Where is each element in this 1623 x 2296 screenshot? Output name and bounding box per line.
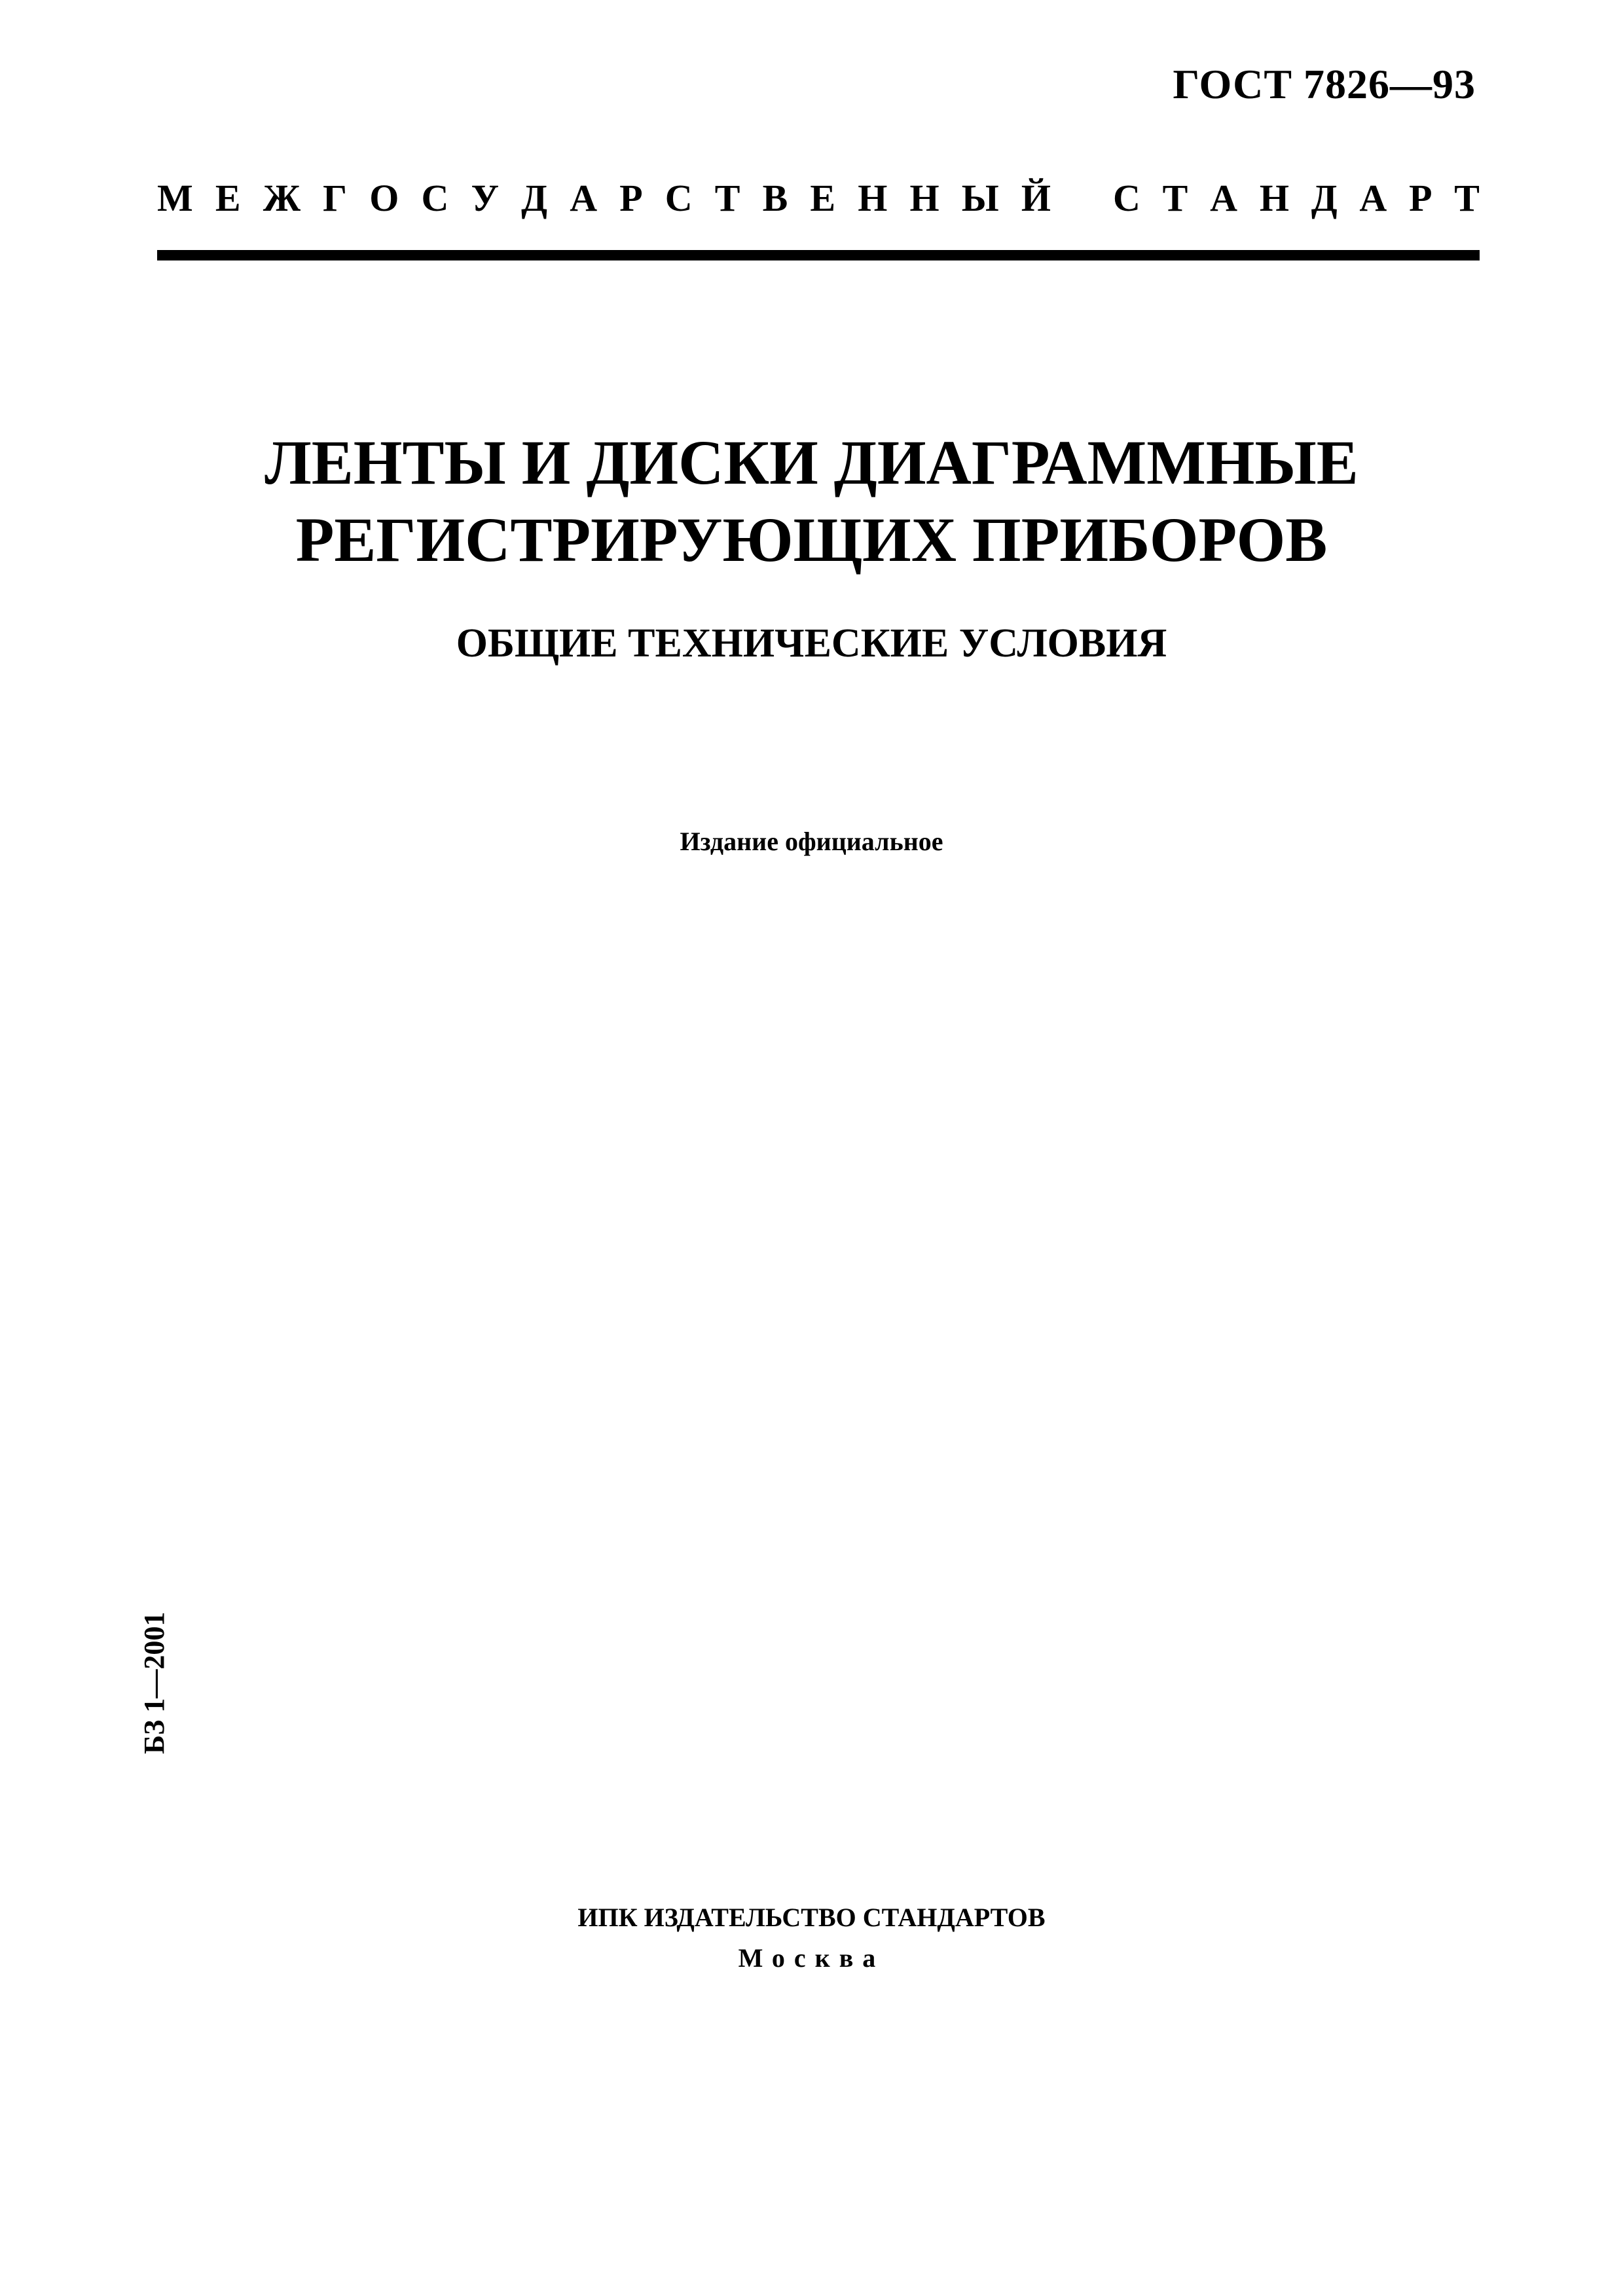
heading-letter: Д	[1311, 177, 1338, 219]
heading-letter: Й	[1021, 177, 1051, 219]
heading-letter: Р	[1409, 177, 1432, 219]
heading-letter: С	[421, 177, 449, 219]
edition-note: Издание официальное	[680, 827, 943, 856]
heading-letter: Т	[1454, 177, 1480, 219]
heading-letter: Ы	[961, 177, 999, 219]
interstate-word	[157, 179, 1051, 217]
heading-letter: Н	[909, 177, 939, 219]
standard-word	[1113, 179, 1480, 217]
standard-number: ГОСТ 7826—93	[1173, 61, 1476, 107]
heading-letter: С	[665, 177, 693, 219]
publisher-city: Москва	[738, 1943, 885, 1973]
heading-letter: О	[369, 177, 399, 219]
heading-letter: Д	[521, 177, 548, 219]
heading-letter: А	[1210, 177, 1238, 219]
title-line-2: РЕГИСТРИРУЮЩИХ ПРИБОРОВ	[295, 505, 1328, 575]
heading-letter: М	[157, 177, 193, 219]
heading-letter: А	[1359, 177, 1387, 219]
heading-letter: Е	[810, 177, 836, 219]
heading-letter: Н	[858, 177, 888, 219]
title-line-1: ЛЕНТЫ И ДИСКИ ДИАГРАММНЫЕ	[264, 427, 1359, 497]
interstate-standard-heading	[157, 179, 1480, 217]
heading-letter: Е	[215, 177, 241, 219]
heading-letter: У	[471, 177, 500, 219]
heading-letter: С	[1113, 177, 1140, 219]
heading-letter: Р	[619, 177, 643, 219]
heading-letter: А	[570, 177, 598, 219]
publisher-name: ИПК ИЗДАТЕЛЬСТВО СТАНДАРТОВ	[577, 1903, 1046, 1932]
heading-letter: В	[762, 177, 788, 219]
heading-letter: Т	[1162, 177, 1188, 219]
document-title	[0, 424, 1623, 579]
heading-letter: Ж	[263, 177, 301, 219]
side-code: БЗ 1—2001	[138, 1611, 170, 1754]
heading-letter: Т	[714, 177, 740, 219]
document-subtitle: ОБЩИЕ ТЕХНИЧЕСКИЕ УСЛОВИЯ	[456, 621, 1167, 666]
heading-letter: Г	[323, 177, 348, 219]
heading-letter: Н	[1259, 177, 1289, 219]
heading-rule	[157, 250, 1480, 260]
